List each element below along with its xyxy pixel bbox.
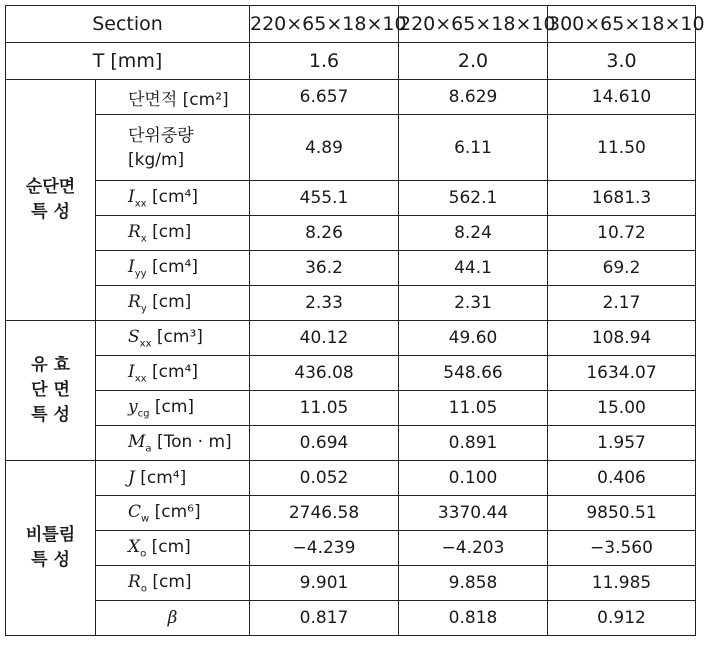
property-label <box>96 115 250 181</box>
unit: [cm⁴] <box>146 186 198 207</box>
symbol: S <box>128 326 140 347</box>
group-effective-section <box>6 321 96 461</box>
table-cell: 2746.58 <box>250 496 399 531</box>
symbol: R <box>128 291 141 312</box>
table-cell: 0.100 <box>399 461 548 496</box>
table-cell: 455.1 <box>250 181 399 216</box>
property-label <box>96 356 250 391</box>
symbol: R <box>128 571 141 592</box>
table-row <box>6 115 696 181</box>
property-label <box>96 601 250 636</box>
table-cell: 6.657 <box>250 80 399 115</box>
group-label-line: 비틀림 <box>25 525 76 545</box>
property-label <box>96 496 250 531</box>
symbol-subscript: xx <box>134 198 147 210</box>
table-cell: 3370.44 <box>399 496 548 531</box>
table-row <box>6 496 696 531</box>
table-cell: 0.406 <box>548 461 696 496</box>
property-label: 단면적 [cm²] <box>96 80 250 115</box>
table-cell: 15.00 <box>548 391 696 426</box>
property-label <box>96 321 250 356</box>
symbol: I <box>128 361 135 382</box>
group-label-line: 특 성 <box>31 405 70 425</box>
section-properties-table-container <box>5 5 705 653</box>
property-label <box>96 216 250 251</box>
property-label <box>96 391 250 426</box>
symbol-subscript: xx <box>134 373 147 385</box>
property-label <box>96 461 250 496</box>
table-cell: 49.60 <box>399 321 548 356</box>
table-cell: 8.26 <box>250 216 399 251</box>
header-row-section <box>6 6 696 43</box>
thickness-col-1: 1.6 <box>250 43 399 80</box>
table-cell: 0.891 <box>399 426 548 461</box>
group-net-section <box>6 80 96 321</box>
table-cell: 548.66 <box>399 356 548 391</box>
symbol-subscript: a <box>145 443 152 455</box>
group-label-line: 단 면 <box>31 380 70 400</box>
property-label <box>96 181 250 216</box>
thickness-header: T [mm] <box>6 43 250 80</box>
symbol: I <box>128 256 135 277</box>
table-cell: −4.239 <box>250 531 399 566</box>
table-cell: 1681.3 <box>548 181 696 216</box>
symbol-subscript: cg <box>137 408 150 420</box>
table-row <box>6 321 696 356</box>
table-cell: 0.052 <box>250 461 399 496</box>
section-header: Section <box>6 6 250 43</box>
table-cell: 11.985 <box>548 566 696 601</box>
table-cell: 8.629 <box>399 80 548 115</box>
symbol: C <box>128 501 142 522</box>
table-cell: 0.818 <box>399 601 548 636</box>
symbol: M <box>128 431 146 452</box>
table-cell: 9.901 <box>250 566 399 601</box>
table-cell: 2.17 <box>548 286 696 321</box>
table-row <box>6 426 696 461</box>
property-label <box>96 251 250 286</box>
symbol-subscript: x <box>140 233 147 245</box>
header-row-thickness <box>6 43 696 80</box>
section-col-3: 300×65×18×10 <box>548 6 696 43</box>
table-cell: 1634.07 <box>548 356 696 391</box>
table-cell: 562.1 <box>399 181 548 216</box>
table-cell: 8.24 <box>399 216 548 251</box>
table-row <box>6 80 696 115</box>
symbol: J <box>128 468 135 488</box>
thickness-col-2: 2.0 <box>399 43 548 80</box>
symbol-subscript: o <box>140 583 147 595</box>
property-label <box>96 426 250 461</box>
table-cell: 11.50 <box>548 115 696 181</box>
symbol: β <box>167 608 178 628</box>
symbol-subscript: y <box>140 303 147 315</box>
table-cell: 436.08 <box>250 356 399 391</box>
group-torsion <box>6 461 96 636</box>
table-row <box>6 286 696 321</box>
symbol: R <box>128 221 141 242</box>
table-cell: 0.694 <box>250 426 399 461</box>
unit: [cm³] <box>151 326 203 347</box>
table-cell: 2.33 <box>250 286 399 321</box>
table-row <box>6 391 696 426</box>
symbol: y <box>128 396 138 417</box>
table-cell: 40.12 <box>250 321 399 356</box>
table-cell: 2.31 <box>399 286 548 321</box>
table-row <box>6 356 696 391</box>
thickness-col-3: 3.0 <box>548 43 696 80</box>
table-row <box>6 566 696 601</box>
table-cell: 0.912 <box>548 601 696 636</box>
table-cell: 6.11 <box>399 115 548 181</box>
group-label-line: 순단면 <box>25 177 76 197</box>
table-cell: 10.72 <box>548 216 696 251</box>
unit: [cm⁶] <box>149 501 201 522</box>
symbol-subscript: w <box>141 513 150 525</box>
symbol-subscript: yy <box>134 268 147 280</box>
property-label <box>96 531 250 566</box>
table-cell: 4.89 <box>250 115 399 181</box>
group-label-line: 특 성 <box>31 202 70 222</box>
table-cell: 9850.51 <box>548 496 696 531</box>
table-row <box>6 216 696 251</box>
table-cell: 108.94 <box>548 321 696 356</box>
unit: [cm⁴] <box>134 468 187 488</box>
unit: [Ton · m] <box>151 431 232 452</box>
section-properties-table <box>5 5 705 636</box>
table-row <box>6 601 696 636</box>
unit: [cm] <box>146 571 192 592</box>
table-row <box>6 251 696 286</box>
section-col-1: 220×65×18×10 <box>250 6 399 43</box>
property-label <box>96 286 250 321</box>
table-cell: 69.2 <box>548 251 696 286</box>
table-cell: −3.560 <box>548 531 696 566</box>
table-cell: 44.1 <box>399 251 548 286</box>
property-label-line: 단위중량 <box>128 125 194 146</box>
table-row <box>6 531 696 566</box>
symbol-subscript: o <box>140 548 147 560</box>
table-cell: 9.858 <box>399 566 548 601</box>
group-label-line: 특 성 <box>31 550 70 570</box>
unit: [cm] <box>146 536 191 557</box>
unit: [cm⁴] <box>146 361 198 382</box>
group-label-line: 유 효 <box>31 355 70 375</box>
table-cell: −4.203 <box>399 531 548 566</box>
unit: [cm] <box>149 396 195 417</box>
unit: [cm] <box>146 291 192 312</box>
unit: [cm⁴] <box>146 256 198 277</box>
property-label <box>96 566 250 601</box>
symbol: X <box>128 536 141 557</box>
table-cell: 1.957 <box>548 426 696 461</box>
symbol: I <box>128 186 135 207</box>
table-cell: 11.05 <box>399 391 548 426</box>
table-row <box>6 181 696 216</box>
table-cell: 0.817 <box>250 601 399 636</box>
section-col-2: 220×65×18×10 <box>399 6 548 43</box>
table-row <box>6 461 696 496</box>
symbol-subscript: xx <box>139 338 152 350</box>
table-cell: 36.2 <box>250 251 399 286</box>
table-cell: 11.05 <box>250 391 399 426</box>
property-label-line: [kg/m] <box>128 149 185 170</box>
unit: [cm] <box>146 221 192 242</box>
table-cell: 14.610 <box>548 80 696 115</box>
